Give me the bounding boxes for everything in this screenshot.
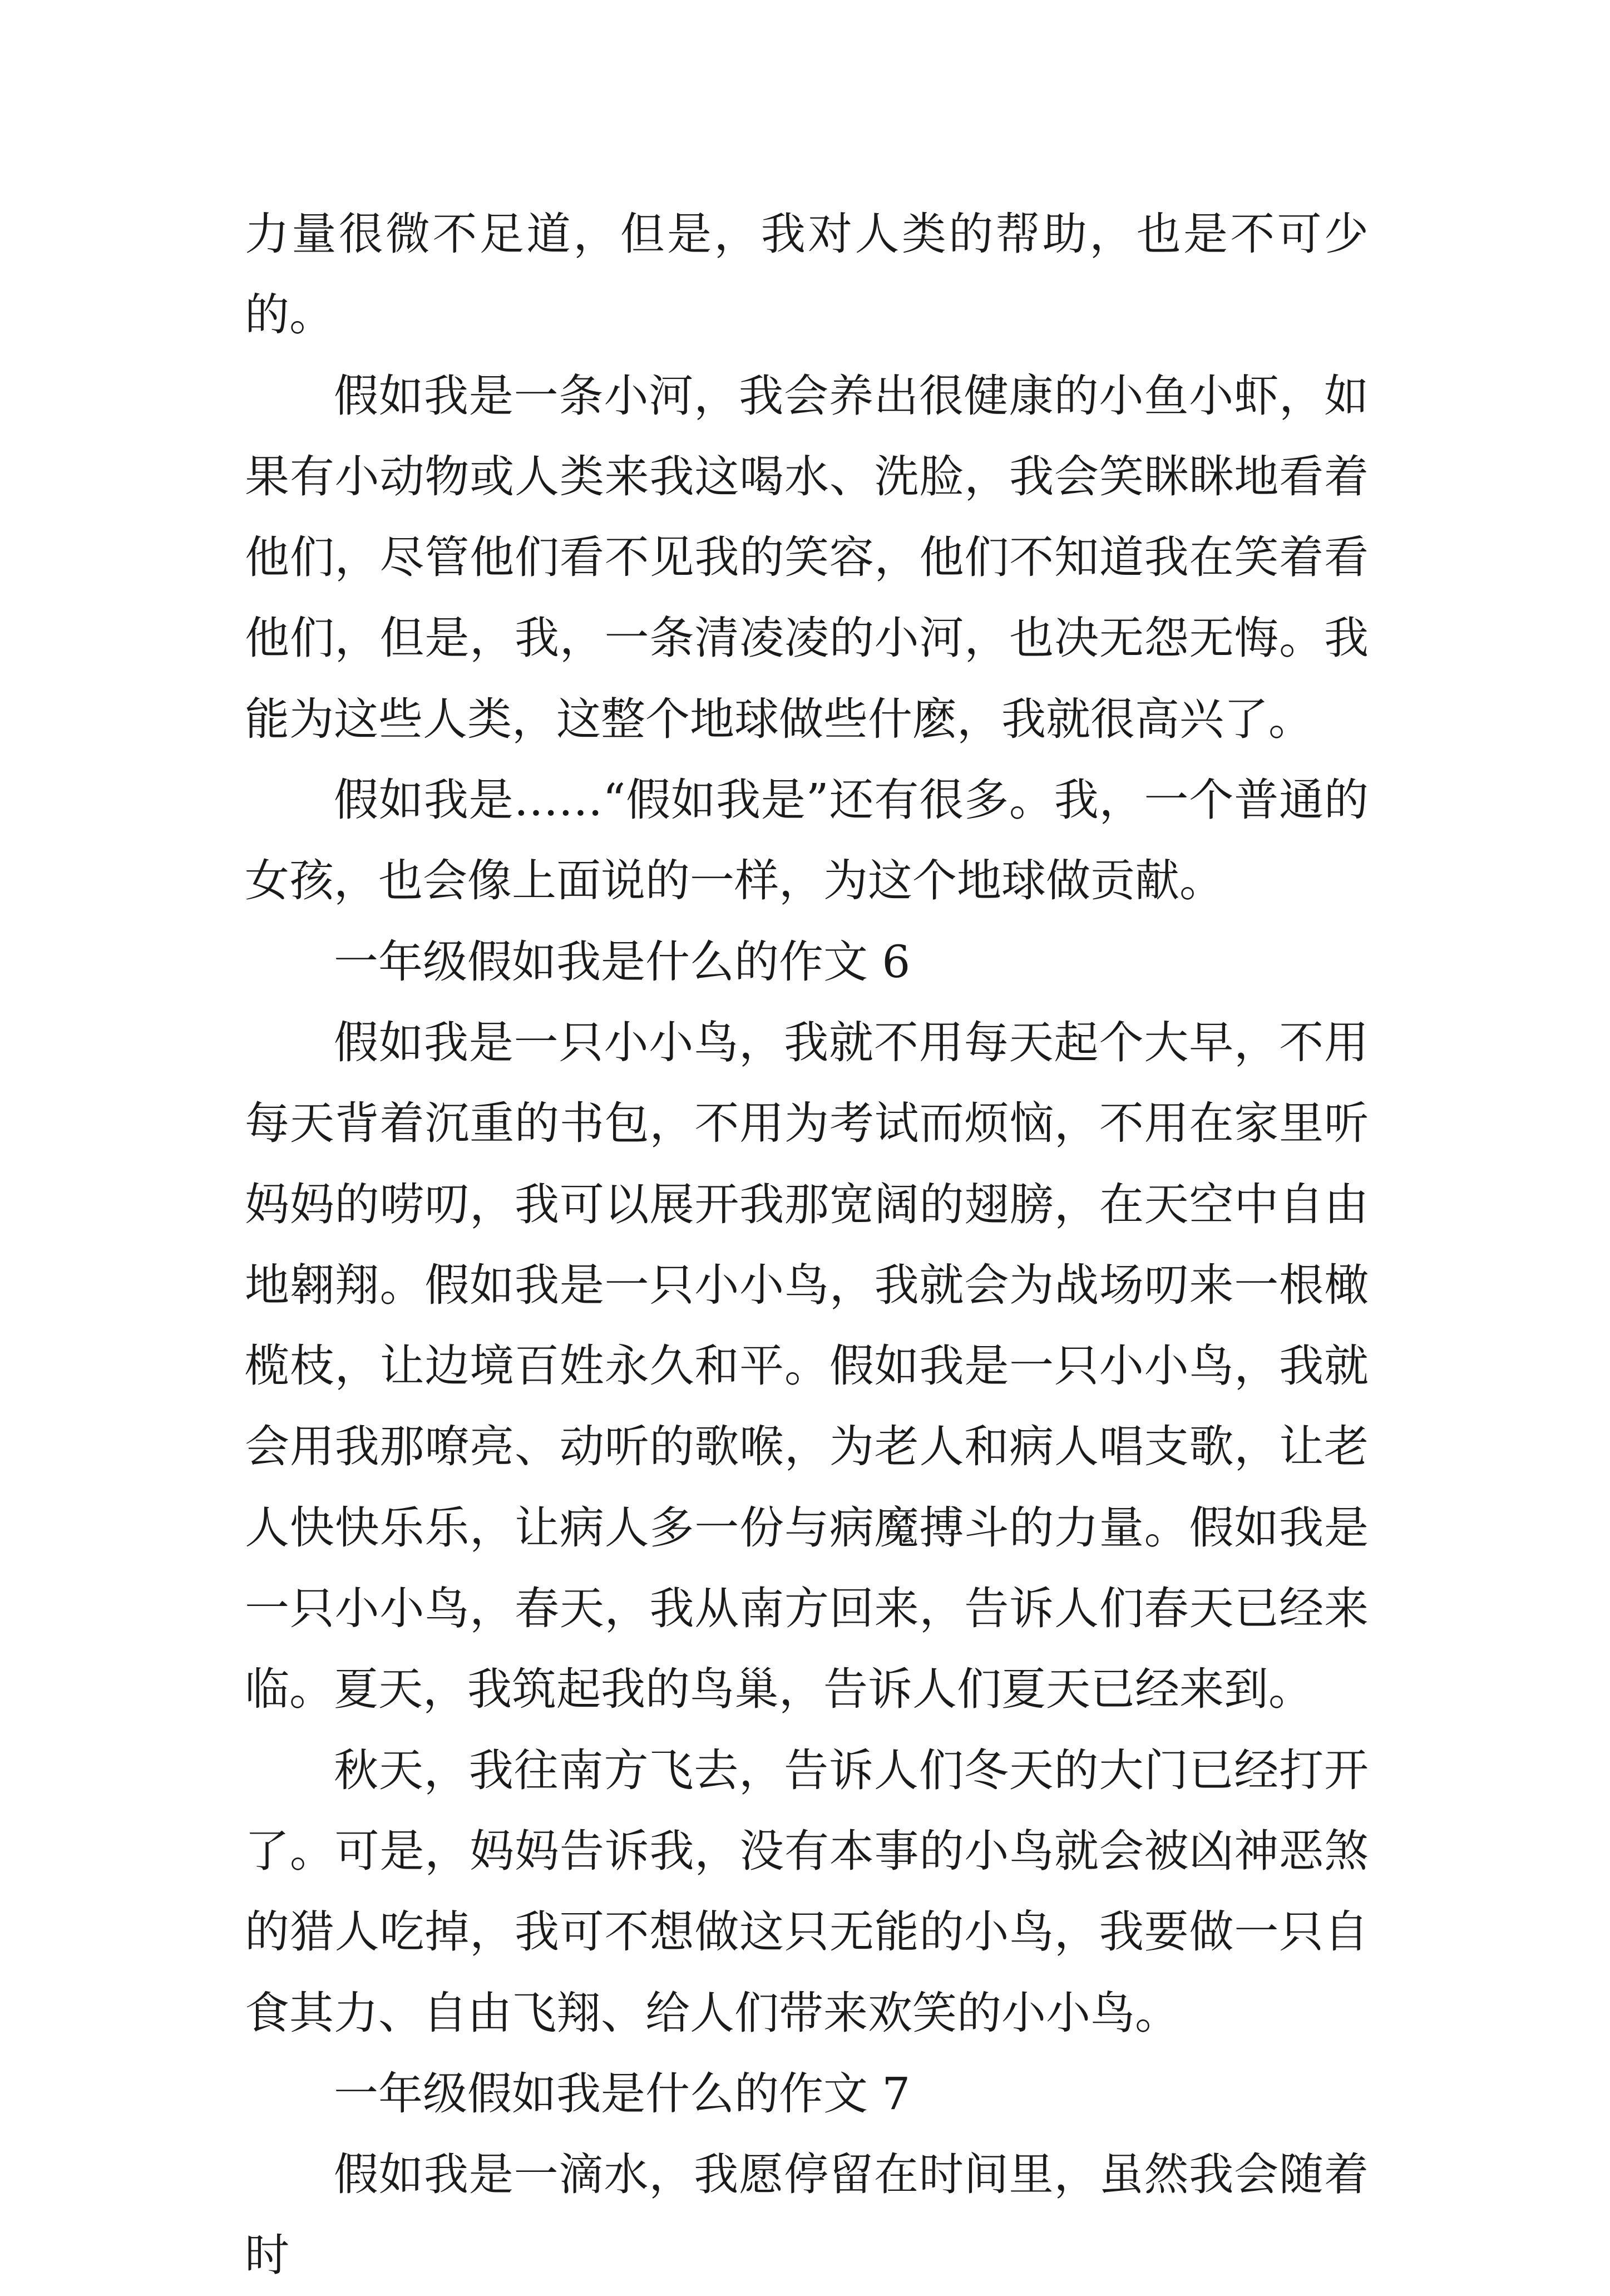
essay-heading-6: 一年级假如我是什么的作文 6	[334, 935, 911, 988]
essay-heading-7: 一年级假如我是什么的作文 7	[334, 2067, 911, 2120]
paragraph-river: 假如我是一条小河，我会养出很健康的小鱼小虾，如果有小动物或人类来我这喝水、洗脸，我会笑眯眯地看着他们，尽管他们看不见我的笑容，他们不知道我在笑着看他们，但是，我，一条清凌凌的小河，也决无怨无悔。我能为这些人类，这整个地球做些什麽，我就很高兴了。	[245, 369, 1369, 745]
document-body	[245, 194, 1369, 2296]
paragraph-little-bird: 假如我是一只小小鸟，我就不用每天起个大早，不用每天背着沉重的书包，不用为考试而烦恼，不用在家里听妈妈的唠叨，我可以展开我那宽阔的翅膀，在天空中自由地翱翔。假如我是一只小小鸟，我就会为战场叨来一根橄榄枝，让边境百姓永久和平。假如我是一只小小鸟，我就会用我那嘹亮、动听的歌喉，为老人和病人唱支歌，让老人快快乐乐，让病人多一份与病魔搏斗的力量。假如我是一只小小鸟，春天，我从南方回来，告诉人们春天已经来临。夏天，我筑起我的鸟巢，告诉人们夏天已经来到。	[245, 1016, 1369, 1716]
paragraph-continued: 力量很微不足道，但是，我对人类的帮助，也是不可少的。	[245, 208, 1369, 341]
paragraph-conclusion: 假如我是……“假如我是”还有很多。我，一个普通的女孩，也会像上面说的一样，为这个地球做贡献。	[245, 774, 1369, 907]
paragraph-autumn: 秋天，我往南方飞去，告诉人们冬天的大门已经打开了。可是，妈妈告诉我，没有本事的小鸟就会被凶神恶煞的猎人吃掉，我可不想做这只无能的小鸟，我要做一只自食其力、自由飞翔、给人们带来欢笑的小小鸟。	[245, 1744, 1369, 2039]
paragraph-water-drop: 假如我是一滴水，我愿停留在时间里，虽然我会随着时	[245, 2149, 1369, 2282]
